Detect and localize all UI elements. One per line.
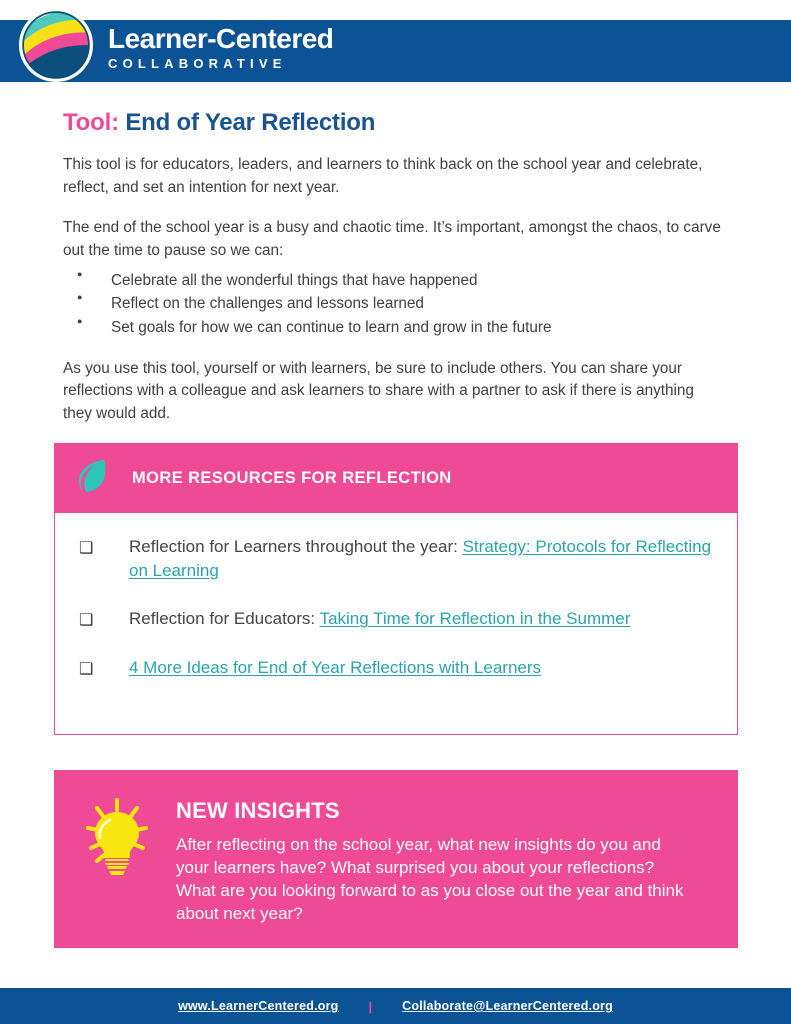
resources-panel: [54, 443, 738, 735]
resources-panel-body: [54, 513, 738, 735]
leaf-icon: [76, 458, 110, 498]
resource-text: [129, 656, 713, 680]
list-item: [79, 656, 713, 681]
intro-section: [63, 154, 723, 443]
resources-panel-title: MORE RESOURCES FOR REFLECTION: [132, 468, 452, 487]
insights-text-block: [176, 792, 696, 928]
page-title: [63, 109, 375, 137]
list-item: [79, 535, 713, 583]
resources-panel-header: [54, 443, 738, 513]
resource-link[interactable]: Strategy: Protocols for Reflecting on Learning: [129, 537, 712, 581]
footer-bar: [0, 988, 791, 1024]
checkbox-icon[interactable]: ❑: [79, 661, 94, 679]
footer-email-link[interactable]: Collaborate@LearnerCentered.org: [402, 999, 613, 1013]
sphere-logo-icon: [19, 8, 93, 82]
brand-block: [108, 24, 333, 71]
list-item: ● Set goals for how we can continue to learn and grow in the future: [63, 316, 723, 340]
intro-bullet-list: [63, 269, 723, 340]
resource-text: [129, 607, 713, 631]
resource-link[interactable]: Taking Time for Reflection in the Summer: [319, 609, 631, 629]
lightbulb-icon: [80, 796, 154, 876]
page-title-main: End of Year Reflection: [118, 109, 376, 136]
list-item: [79, 607, 713, 632]
insights-body: After reflecting on the school year, what new insights do you and your learners have? What surprised you about your reflections? What are you looking forward to as you close out the year and think about next year?: [176, 835, 684, 923]
intro-paragraph-1: This tool is for educators, leaders, and learners to think back on the school year and celebrate, reflect, and set an intention for next year.: [63, 156, 703, 196]
brand-name: Learner-Centered: [108, 23, 334, 54]
brand-subtitle: COLLABORATIVE: [108, 56, 287, 72]
intro-paragraph-2: The end of the school year is a busy and chaotic time. It’s important, amongst the chaos, to carve out the time to pause so we can:: [63, 219, 721, 259]
footer-separator: |: [368, 998, 373, 1014]
intro-paragraph-3: As you use this tool, yourself or with learners, be sure to include others. You can share your reflections with a colleague and ask learners to share with a partner to ask if there is anything they would add.: [63, 359, 694, 422]
page-title-label: Tool:: [63, 109, 119, 136]
resource-link[interactable]: 4 More Ideas for End of Year Reflections with Learners: [129, 658, 542, 678]
list-item: ● Reflect on the challenges and lessons learned: [63, 292, 723, 316]
new-insights-panel: [54, 770, 738, 948]
list-item: ● Celebrate all the wonderful things that have happened: [63, 269, 723, 293]
checkbox-icon[interactable]: ❑: [79, 612, 94, 630]
checkbox-icon[interactable]: ❑: [79, 540, 94, 557]
footer-website-link[interactable]: www.LearnerCentered.org: [178, 999, 339, 1013]
insights-title: NEW INSIGHTS: [176, 798, 340, 823]
resource-prefix: Reflection for Learners throughout the year:: [129, 537, 463, 556]
resource-text: [129, 535, 713, 583]
resource-prefix: Reflection for Educators:: [129, 609, 320, 629]
